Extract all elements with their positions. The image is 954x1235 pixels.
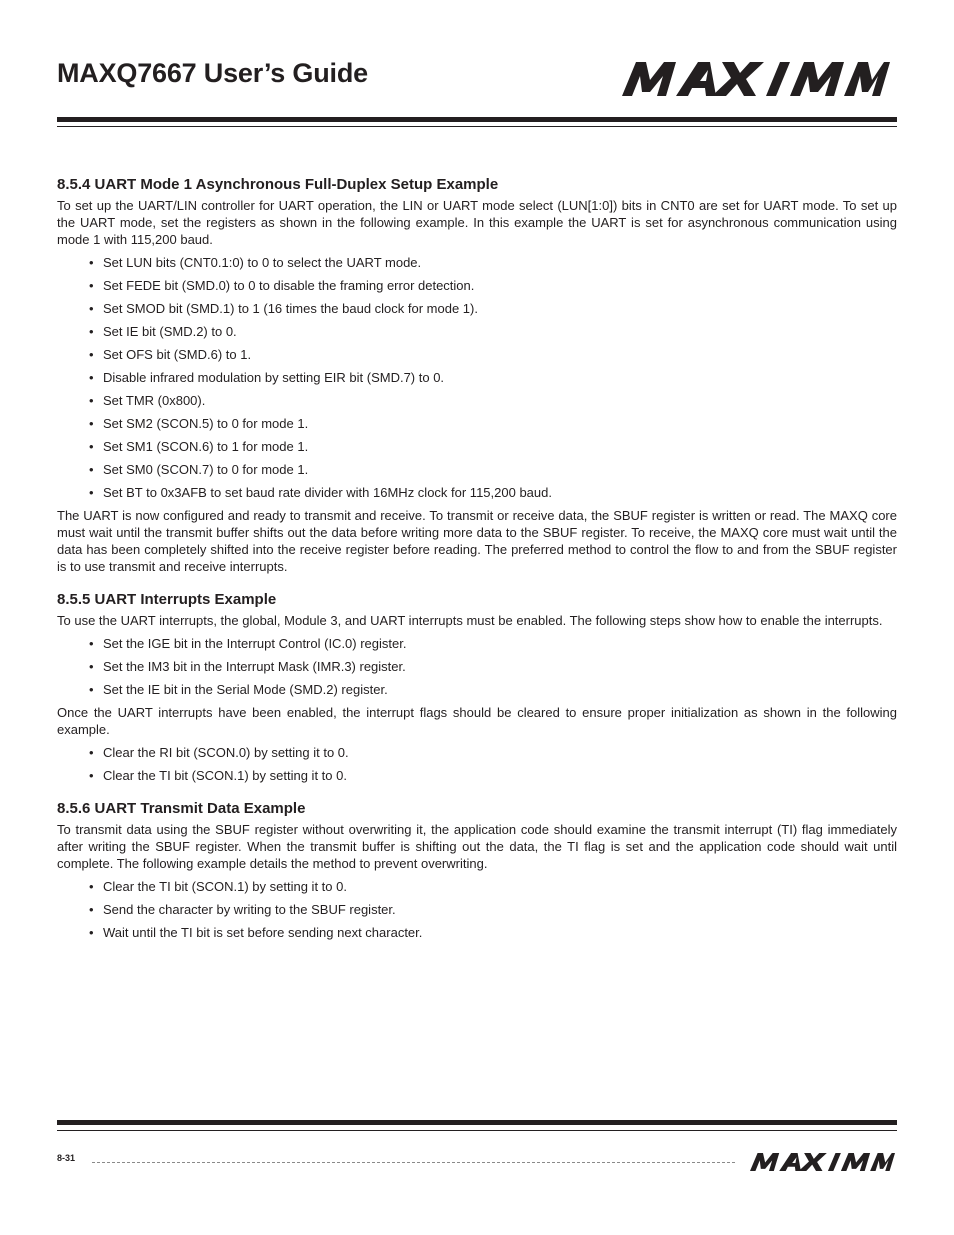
section-8-5-5 bbox=[57, 591, 897, 784]
section-heading: 8.5.4 UART Mode 1 Asynchronous Full-Duplex Setup Example bbox=[57, 176, 499, 193]
list-item: • Disable infrared modulation by setting EIR bit (SMD.7) to 0. bbox=[57, 369, 897, 386]
bullet-list bbox=[57, 254, 897, 501]
section-intro: To transmit data using the SBUF register without overwriting it, the application code should examine the transmit interrupt (TI) flag immediately after writing the SBUF register. When the transmit buffer is shifting out the data, the TI flag is set and the application code should wait until complete. The following example details the method to prevent overwriting. bbox=[57, 822, 897, 871]
list-item: • Set SMOD bit (SMD.1) to 1 (16 times the baud clock for mode 1). bbox=[57, 300, 897, 317]
page-title: MAXQ7667 User’s Guide bbox=[57, 58, 368, 88]
section-intro: To set up the UART/LIN controller for UART operation, the LIN or UART mode select (LUN[1:0]) bits in CNT0 are set for UART mode. To set up the UART mode, set the registers as shown in the following example. In this example the UART is set for asynchronous communication using mode 1 with 115,200 baud. bbox=[57, 198, 897, 247]
list-item: • Wait until the TI bit is set before sending next character. bbox=[57, 924, 897, 941]
list-item: • Clear the TI bit (SCON.1) by setting it to 0. bbox=[57, 767, 897, 784]
list-item: • Send the character by writing to the SBUF register. bbox=[57, 901, 897, 918]
section-8-5-4 bbox=[57, 176, 897, 575]
section-intro: To use the UART interrupts, the global, Module 3, and UART interrupts must be enabled. The following steps show how to enable the interrupts. bbox=[57, 613, 883, 628]
page-number: 8-31 bbox=[57, 1153, 76, 1163]
list-item: • Clear the RI bit (SCON.0) by setting it to 0. bbox=[57, 744, 897, 761]
bullet-list bbox=[57, 635, 897, 698]
list-item: • Set SM0 (SCON.7) to 0 for mode 1. bbox=[57, 461, 897, 478]
list-item: • Clear the TI bit (SCON.1) by setting it to 0. bbox=[57, 878, 897, 895]
list-item: • Set the IGE bit in the Interrupt Control (IC.0) register. bbox=[57, 635, 897, 652]
footer-rule-thick bbox=[57, 1120, 897, 1125]
document-body bbox=[57, 176, 897, 957]
footer-divider bbox=[92, 1162, 735, 1163]
list-item: • Set OFS bit (SMD.6) to 1. bbox=[57, 346, 897, 363]
header-rule-thick bbox=[57, 117, 897, 122]
list-item: • Set SM1 (SCON.6) to 1 for mode 1. bbox=[57, 438, 897, 455]
section-heading: 8.5.5 UART Interrupts Example bbox=[57, 591, 277, 608]
section-8-5-6 bbox=[57, 800, 897, 941]
maxim-logo bbox=[622, 62, 890, 96]
list-item: • Set the IE bit in the Serial Mode (SMD.2) register. bbox=[57, 681, 897, 698]
section-outro: The UART is now configured and ready to transmit and receive. To transmit or receive data, the SBUF register is written or read. The MAXQ core must wait until the transmit buffer shifts out the data before writing more data to the SBUF register. To receive, the MAXQ core must wait until the data has been completely shifted into the receive register before reading. The preferred method to control the flow to and from the SBUF register is to use transmit and receive interrupts. bbox=[57, 508, 897, 574]
list-item: • Set IE bit (SMD.2) to 0. bbox=[57, 323, 897, 340]
maxim-logo-footer bbox=[750, 1153, 895, 1171]
section-heading: 8.5.6 UART Transmit Data Example bbox=[57, 800, 306, 817]
list-item: • Set FEDE bit (SMD.0) to 0 to disable the framing error detection. bbox=[57, 277, 897, 294]
header-rule-thin bbox=[57, 126, 897, 127]
bullet-list bbox=[57, 878, 897, 941]
list-item: • Set LUN bits (CNT0.1:0) to 0 to select the UART mode. bbox=[57, 254, 897, 271]
bullet-list bbox=[57, 744, 897, 784]
list-item: • Set SM2 (SCON.5) to 0 for mode 1. bbox=[57, 415, 897, 432]
footer-rule-thin bbox=[57, 1130, 897, 1131]
list-item: • Set the IM3 bit in the Interrupt Mask (IMR.3) register. bbox=[57, 658, 897, 675]
list-item: • Set BT to 0x3AFB to set baud rate divider with 16MHz clock for 115,200 baud. bbox=[57, 484, 897, 501]
section-outro: Once the UART interrupts have been enabled, the interrupt flags should be cleared to ensure proper initialization as shown in the following example. bbox=[57, 705, 897, 737]
list-item: • Set TMR (0x800). bbox=[57, 392, 897, 409]
